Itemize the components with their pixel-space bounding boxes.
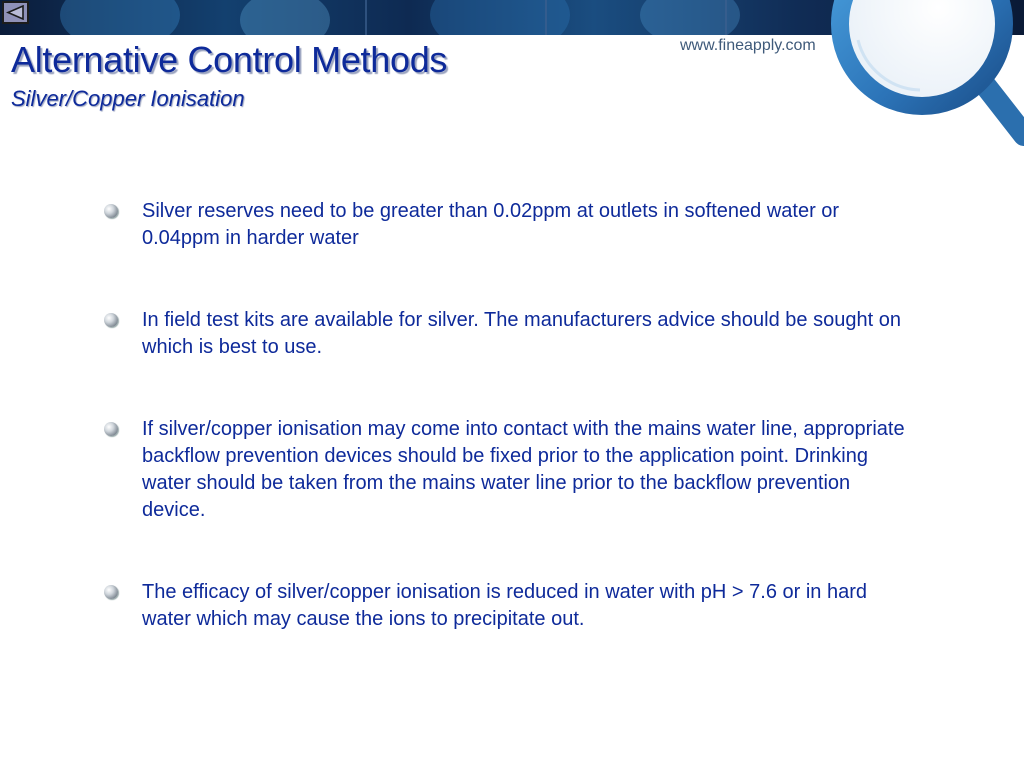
slide-subtitle: Silver/Copper Ionisation — [11, 86, 245, 111]
bullet-icon — [104, 313, 118, 327]
bullet-icon — [104, 585, 118, 599]
bullet-icon — [104, 422, 118, 436]
slide-title: Alternative Control Methods — [11, 39, 448, 80]
website-url[interactable]: www.fineapply.com — [680, 37, 816, 54]
bullet-icon — [104, 204, 118, 218]
bullet-text: The efficacy of silver/copper ionisation is reduced in water with pH > 7.6 or in hard water which may cause the ions to precipitate out. — [142, 581, 867, 630]
bullet-text: If silver/copper ionisation may come into contact with the mains water line, appropriate backflow prevention devices should be fixed prior to the application point. Drinking water should be taken from the mains water line prior to the backflow prevention device. — [142, 418, 905, 521]
bullet-text: In field test kits are available for silver. The manufacturers advice should be sought on which is best to use. — [142, 309, 901, 358]
bullet-text: Silver reserves need to be greater than 0.02ppm at outlets in softened water or 0.04ppm in harder water — [142, 200, 840, 249]
